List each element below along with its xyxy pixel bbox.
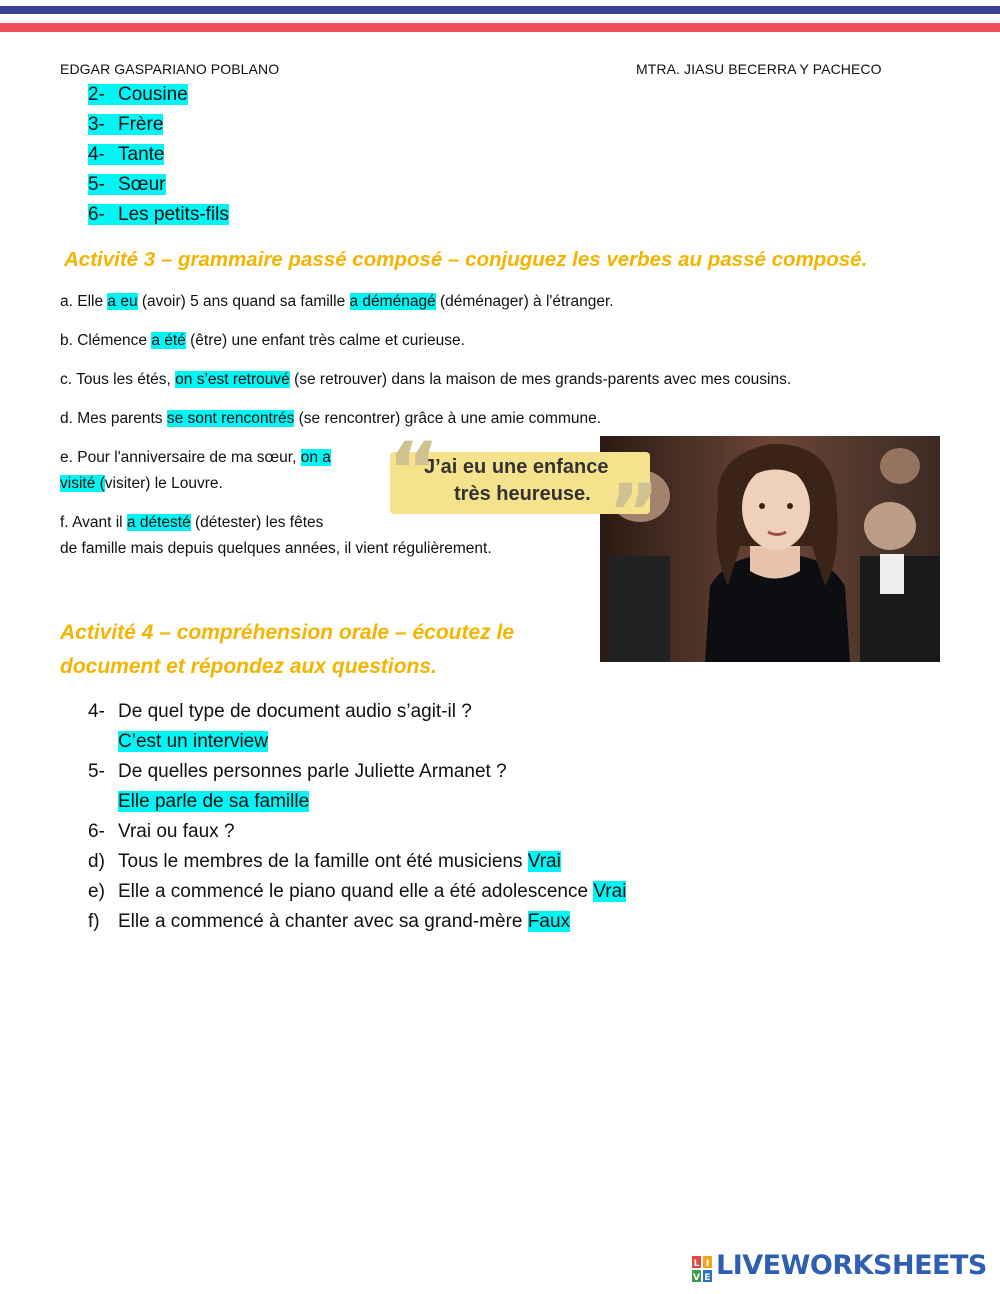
sentence-d: d. Mes parents se sont rencontrés (se rencontrer) grâce à une amie commune. bbox=[60, 410, 602, 427]
answer-field[interactable]: a eu bbox=[107, 293, 138, 310]
answer-field[interactable]: on s’est retrouvé bbox=[175, 371, 290, 388]
svg-text:V: V bbox=[693, 1273, 700, 1282]
answer-field[interactable]: visité ( bbox=[60, 475, 105, 492]
sentence-f: f. Avant il a détesté (détester) les fêtes de famille mais depuis quelques années, il vient régulièrement. bbox=[60, 514, 492, 557]
list-item: 3- Frère bbox=[88, 114, 164, 135]
activity4-list bbox=[88, 697, 626, 937]
family-answer-list bbox=[88, 80, 229, 230]
svg-text:“: “ bbox=[388, 440, 440, 517]
svg-text:I: I bbox=[705, 1259, 710, 1269]
red-stripe bbox=[0, 23, 1000, 32]
logo-badge-icon bbox=[692, 1256, 712, 1282]
answer-field[interactable]: C’est un interview bbox=[118, 731, 268, 752]
answer-field[interactable]: Elle parle de sa famille bbox=[118, 791, 310, 812]
activity4-title: Activité 4 – compréhension orale – écoutez le document et répondez aux questions. bbox=[60, 621, 514, 678]
answer-field[interactable]: on a bbox=[300, 449, 331, 466]
list-item: 6- Vrai ou faux ? bbox=[88, 821, 235, 842]
sentence-e: e. Pour l'anniversaire de ma sœur, on a visité (visiter) le Louvre. bbox=[60, 449, 331, 492]
teacher-name: MTRA. JIASU BECERRA Y PACHECO bbox=[636, 61, 882, 77]
quote-bubble bbox=[386, 440, 660, 532]
list-item bbox=[88, 787, 626, 817]
list-item: d) Tous le membres de la famille ont été musiciens Vrai bbox=[88, 851, 561, 872]
svg-text:E: E bbox=[704, 1273, 711, 1282]
list-item bbox=[88, 727, 626, 757]
list-item: 4- Tante bbox=[88, 144, 165, 165]
answer-field[interactable]: a déménagé bbox=[349, 293, 436, 310]
list-item: e) Elle a commencé le piano quand elle a été adolescence Vrai bbox=[88, 881, 627, 902]
sentence-b: b. Clémence a été (être) une enfant très calme et curieuse. bbox=[60, 332, 465, 349]
sentence-a: a. Elle a eu (avoir) 5 ans quand sa famille a déménagé (déménager) à l'étranger. bbox=[60, 293, 614, 310]
list-item: 4- De quel type de document audio s’agit-il ? bbox=[88, 701, 472, 722]
quote-line-1: J’ai eu une enfance bbox=[424, 456, 609, 478]
list-item: 5- De quelles personnes parle Juliette Armanet ? bbox=[88, 761, 507, 782]
svg-text:L: L bbox=[693, 1259, 700, 1269]
sentence-c: c. Tous les étés, on s’est retrouvé (se retrouver) dans la maison de mes grands-parents avec mes cousins. bbox=[60, 371, 792, 388]
list-item: 6- Les petits-fils bbox=[88, 204, 229, 225]
logo-text: LIVEWORKSHEETS bbox=[716, 1250, 987, 1281]
activity3-title: Activité 3 – grammaire passé composé – conjuguez les verbes au passé composé. bbox=[64, 248, 868, 271]
svg-text:”: ” bbox=[608, 469, 660, 532]
list-item: 2- Cousine bbox=[88, 84, 188, 105]
answer-field[interactable]: Vrai bbox=[593, 881, 627, 902]
quote-line-2: très heureuse. bbox=[454, 483, 591, 505]
answer-field[interactable]: Faux bbox=[527, 911, 571, 932]
answer-field[interactable]: se sont rencontrés bbox=[166, 410, 295, 427]
list-item: 5- Sœur bbox=[88, 174, 166, 195]
answer-field[interactable]: Vrai bbox=[527, 851, 561, 872]
list-item: f) Elle a commencé à chanter avec sa grand-mère Faux bbox=[88, 911, 571, 932]
student-name: EDGAR GASPARIANO POBLANO bbox=[60, 61, 280, 77]
answer-field[interactable]: a été bbox=[151, 332, 186, 349]
answer-field[interactable]: a détesté bbox=[126, 514, 191, 531]
blue-stripe bbox=[0, 6, 1000, 14]
